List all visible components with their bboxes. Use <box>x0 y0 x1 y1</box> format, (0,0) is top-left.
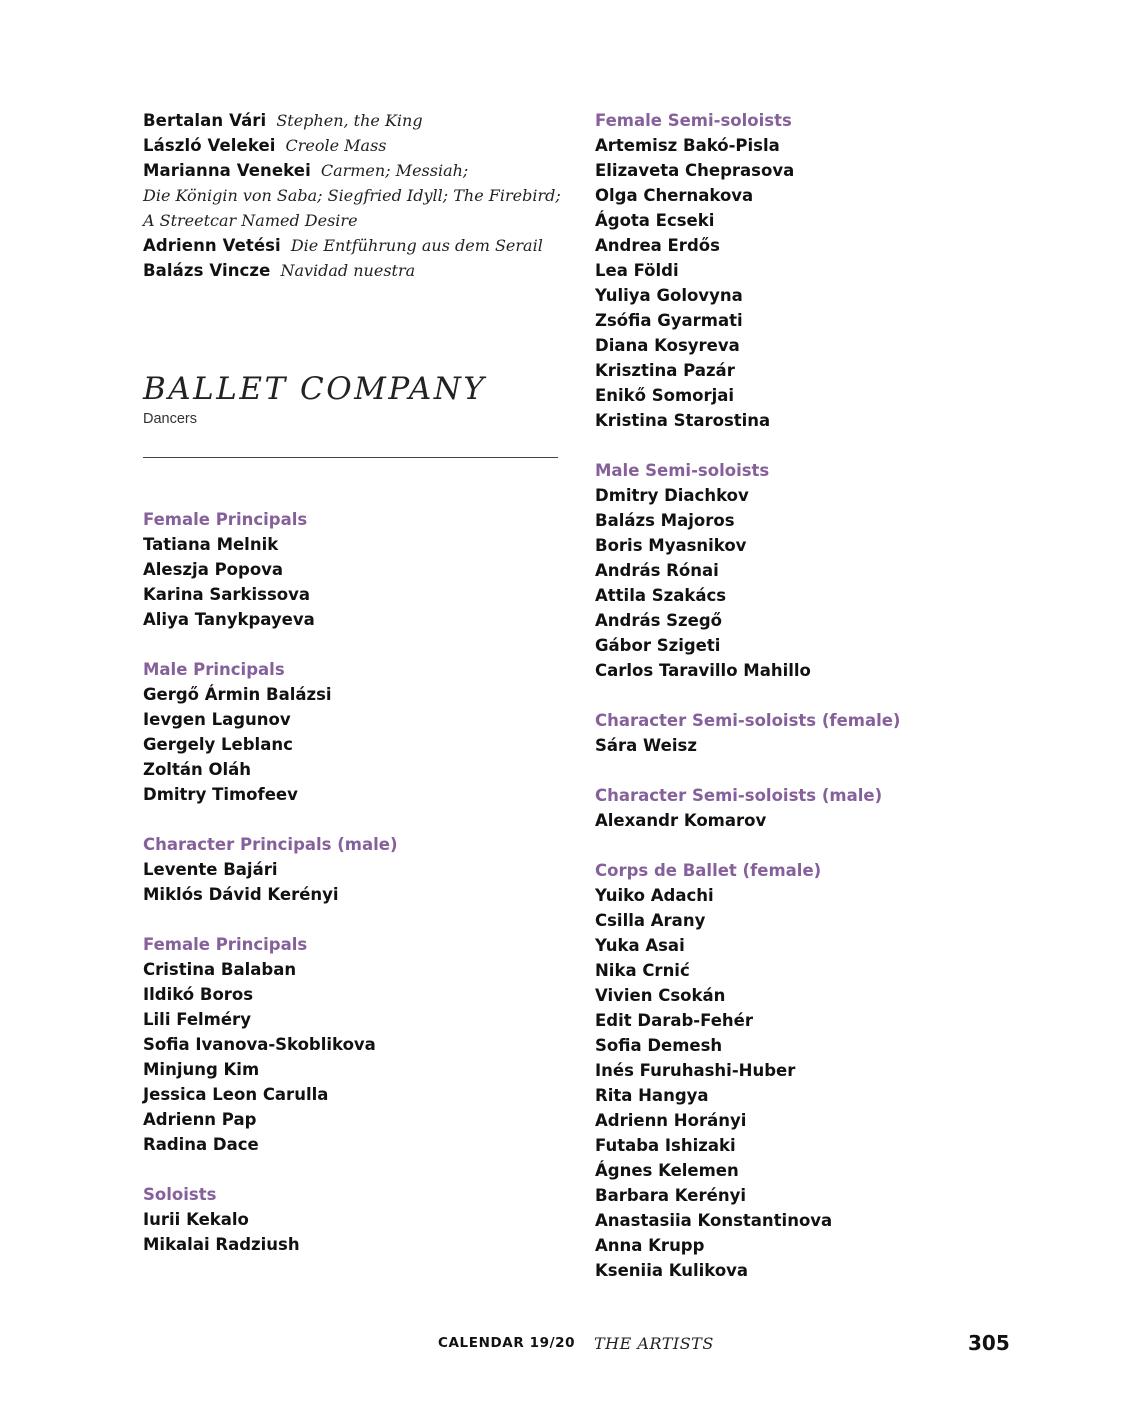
dancer-name: Dmitry Timofeev <box>143 785 298 804</box>
dancer-name: Zsófia Gyarmati <box>595 311 743 330</box>
artist-role: Die Entführung aus dem Serail <box>290 236 543 255</box>
dancer-name: András Rónai <box>595 561 719 580</box>
dancer-name: Gábor Szigeti <box>595 636 721 655</box>
dancer-name: Mikalai Radziush <box>143 1235 300 1254</box>
dancer-name: Csilla Arany <box>595 911 706 930</box>
dancer-name: Boris Myasnikov <box>595 536 747 555</box>
roster-section <box>143 1182 563 1257</box>
right-column <box>595 108 1015 1308</box>
section-heading: Soloists <box>143 1185 217 1204</box>
dancer-name: Rita Hangya <box>595 1086 709 1105</box>
dancer-name: Krisztina Pazár <box>595 361 735 380</box>
company-title: BALLET COMPANY <box>143 371 487 407</box>
dancer-name: Ágnes Kelemen <box>595 1161 739 1180</box>
artist-role: Navidad nuestra <box>280 261 416 280</box>
dancer-name: Levente Bajári <box>143 860 278 879</box>
artist-entry <box>143 108 563 133</box>
dancer-name: Barbara Kerényi <box>595 1186 746 1205</box>
artist-entry <box>143 158 563 183</box>
section-heading: Female Semi-soloists <box>595 111 792 130</box>
dancer-name: Diana Kosyreva <box>595 336 740 355</box>
left-sections <box>143 507 563 1257</box>
roster-section <box>143 657 563 807</box>
roster-section <box>595 108 1015 433</box>
company-subtitle: Dancers <box>143 411 197 427</box>
dancer-name: Adrienn Horányi <box>595 1111 747 1130</box>
artist-entry <box>143 133 563 158</box>
dancer-name: Anna Krupp <box>595 1236 705 1255</box>
dancer-name: Futaba Ishizaki <box>595 1136 736 1155</box>
right-sections <box>595 108 1015 1283</box>
roster-section <box>143 932 563 1157</box>
dancer-name: Alexandr Komarov <box>595 811 767 830</box>
dancer-name: Kristina Starostina <box>595 411 771 430</box>
roster-section <box>595 458 1015 683</box>
artist-name: Bertalan Vári <box>143 111 267 130</box>
dancer-name: Artemisz Bakó-Pisla <box>595 136 780 155</box>
left-column <box>143 108 563 1282</box>
section-heading: Male Semi-soloists <box>595 461 770 480</box>
section-heading: Female Principals <box>143 510 308 529</box>
dancer-name: Olga Chernakova <box>595 186 754 205</box>
artist-name: Balázs Vincze <box>143 261 271 280</box>
artist-role: Creole Mass <box>285 136 387 155</box>
artist-role-continued: Die Königin von Saba; Siegfried Idyll; The Firebird; <box>143 186 561 205</box>
dancer-name: Balázs Majoros <box>595 511 735 530</box>
dancer-name: Miklós Dávid Kerényi <box>143 885 339 904</box>
dancer-name: Cristina Balaban <box>143 960 297 979</box>
dancer-name: Ágota Ecseki <box>595 211 715 230</box>
footer-calendar: CALENDAR 19/20 <box>438 1335 576 1351</box>
dancer-name: Inés Furuhashi-Huber <box>595 1061 796 1080</box>
dancer-name: Kseniia Kulikova <box>595 1261 749 1280</box>
section-heading: Character Principals (male) <box>143 835 398 854</box>
dancer-name: Carlos Taravillo Mahillo <box>595 661 811 680</box>
artist-role-continued: A Streetcar Named Desire <box>143 211 358 230</box>
artist-name: László Velekei <box>143 136 276 155</box>
dancer-name: András Szegő <box>595 611 722 630</box>
dancer-name: Anastasiia Konstantinova <box>595 1211 833 1230</box>
dancer-name: Jessica Leon Carulla <box>143 1085 329 1104</box>
dancer-name: Sofia Ivanova-Skoblikova <box>143 1035 376 1054</box>
dancer-name: Adrienn Pap <box>143 1110 257 1129</box>
dancer-name: Ildikó Boros <box>143 985 254 1004</box>
roster-section <box>595 858 1015 1283</box>
section-heading: Character Semi-soloists (male) <box>595 786 883 805</box>
dancer-name: Zoltán Oláh <box>143 760 252 779</box>
dancer-name: Lili Felméry <box>143 1010 251 1029</box>
dancer-name: Dmitry Diachkov <box>595 486 749 505</box>
roster-section <box>595 708 1015 758</box>
dancer-name: Andrea Erdős <box>595 236 720 255</box>
footer-section: THE ARTISTS <box>594 1334 714 1353</box>
dancer-name: Vivien Csokán <box>595 986 726 1005</box>
dancer-name: Karina Sarkissova <box>143 585 310 604</box>
dancer-name: Yuiko Adachi <box>595 886 714 905</box>
artist-name: Marianna Venekei <box>143 161 311 180</box>
artist-role: Stephen, the King <box>276 111 423 130</box>
dancer-name: Nika Crnić <box>595 961 690 980</box>
dancer-name: Attila Szakács <box>595 586 727 605</box>
artist-list <box>143 108 563 283</box>
roster-section <box>595 783 1015 833</box>
dancer-name: Aleszja Popova <box>143 560 284 579</box>
section-heading: Male Principals <box>143 660 285 679</box>
dancer-name: Ievgen Lagunov <box>143 710 291 729</box>
dancer-name: Sofia Demesh <box>595 1036 723 1055</box>
dancer-name: Tatiana Melnik <box>143 535 279 554</box>
page-number: 305 <box>968 1331 1010 1355</box>
dancer-name: Sára Weisz <box>595 736 697 755</box>
divider-rule <box>143 457 558 458</box>
dancer-name: Radina Dace <box>143 1135 259 1154</box>
dancer-name: Iurii Kekalo <box>143 1210 249 1229</box>
dancer-name: Yuliya Golovyna <box>595 286 743 305</box>
dancer-name: Enikő Somorjai <box>595 386 735 405</box>
dancer-name: Gergő Ármin Balázsi <box>143 685 332 704</box>
dancer-name: Lea Földi <box>595 261 679 280</box>
dancer-name: Yuka Asai <box>595 936 685 955</box>
dancer-name: Aliya Tanykpayeva <box>143 610 315 629</box>
section-heading: Character Semi-soloists (female) <box>595 711 901 730</box>
artist-role: Carmen; Messiah; <box>320 161 469 180</box>
dancer-name: Edit Darab-Fehér <box>595 1011 753 1030</box>
section-heading: Corps de Ballet (female) <box>595 861 822 880</box>
dancer-name: Gergely Leblanc <box>143 735 293 754</box>
roster-section <box>143 507 563 632</box>
dancer-name: Elizaveta Cheprasova <box>595 161 795 180</box>
section-heading: Female Principals <box>143 935 308 954</box>
artist-name: Adrienn Vetési <box>143 236 281 255</box>
roster-section <box>143 832 563 907</box>
artist-entry <box>143 233 563 258</box>
artist-entry <box>143 258 563 283</box>
dancer-name: Minjung Kim <box>143 1060 260 1079</box>
